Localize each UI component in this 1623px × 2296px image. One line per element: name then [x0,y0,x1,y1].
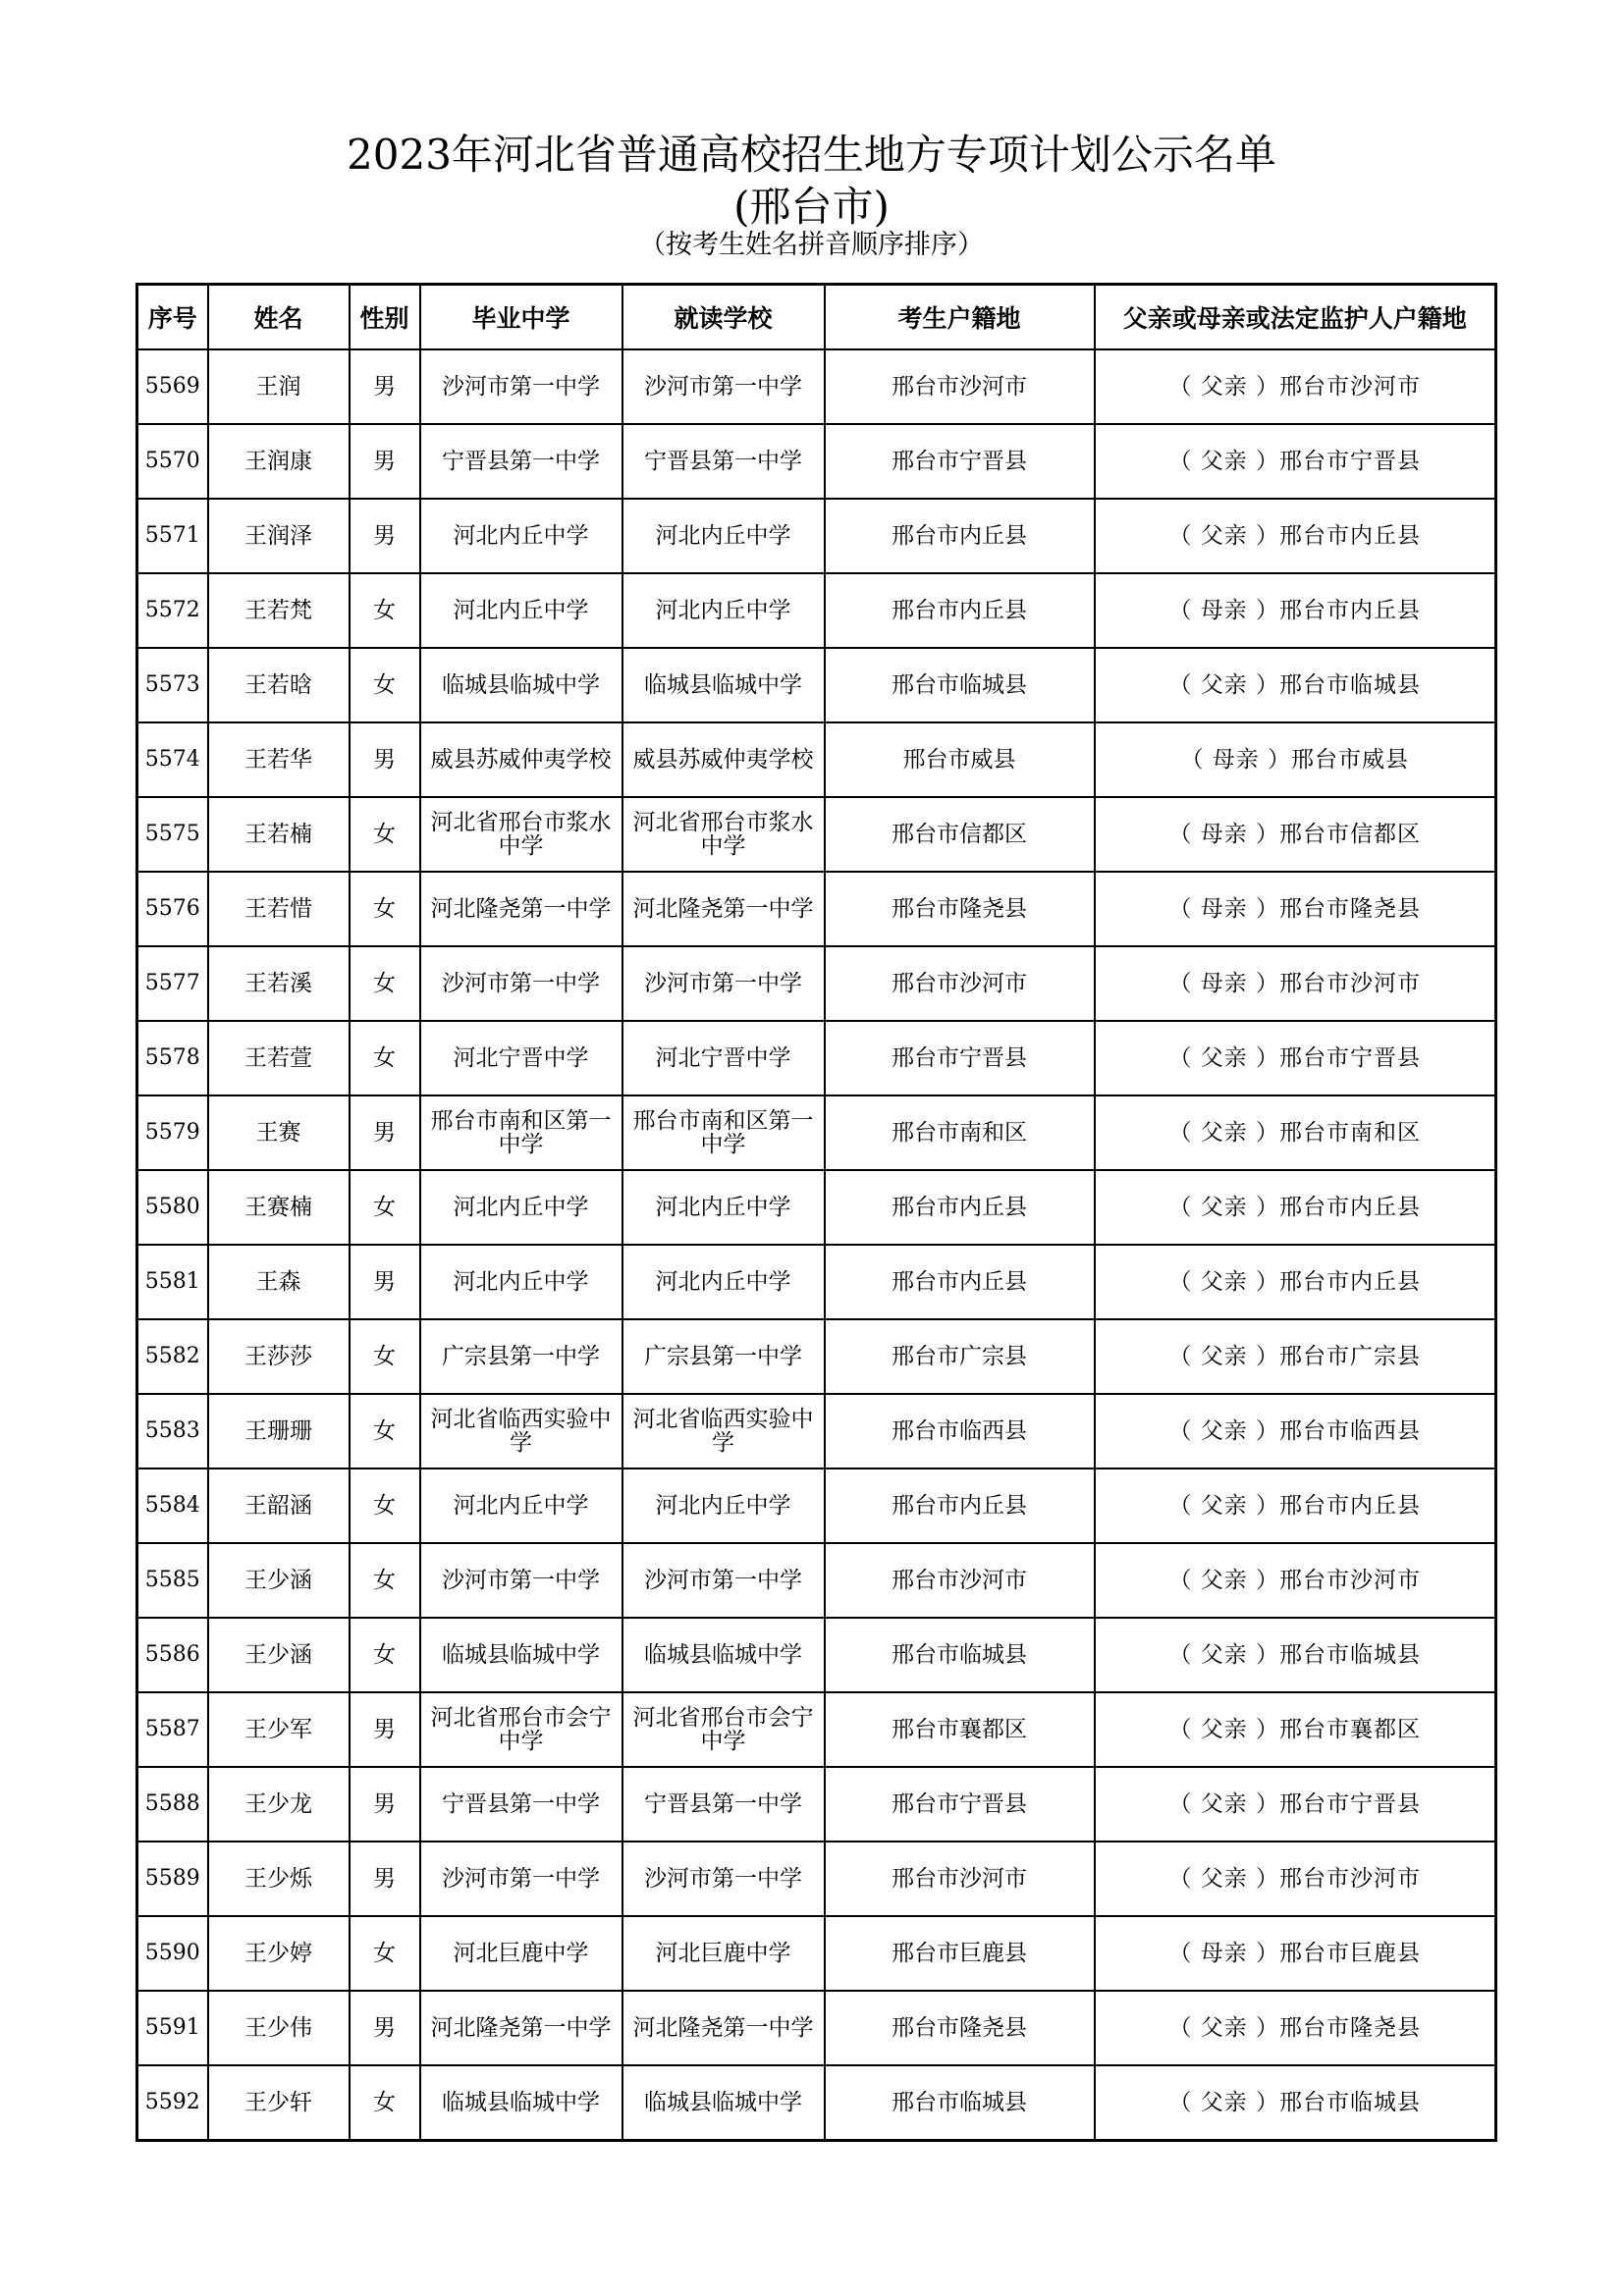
cell-seq: 5582 [137,1319,208,1394]
column-header-study-school: 就读学校 [622,285,825,350]
cell-guardian-hukou: （ 父亲 ）邢台市内丘县 [1095,1468,1496,1543]
cell-study-school: 广宗县第一中学 [622,1319,825,1394]
cell-hukou: 邢台市临城县 [825,1618,1095,1692]
cell-study-school: 宁晋县第一中学 [622,424,825,499]
cell-grad-school: 临城县临城中学 [420,2065,622,2141]
cell-study-school: 河北内丘中学 [622,1468,825,1543]
cell-gender: 男 [350,1767,420,1842]
cell-grad-school: 威县苏威仲夷学校 [420,722,622,797]
table-row [137,1543,1496,1618]
cell-name: 王少轩 [208,2065,350,2141]
cell-study-school: 沙河市第一中学 [622,946,825,1021]
cell-gender: 男 [350,1991,420,2065]
cell-hukou: 邢台市宁晋县 [825,424,1095,499]
cell-name: 王若梵 [208,573,350,648]
cell-seq: 5588 [137,1767,208,1842]
cell-gender: 女 [350,1618,420,1692]
cell-hukou: 邢台市临城县 [825,648,1095,722]
cell-name: 王润康 [208,424,350,499]
cell-hukou: 邢台市沙河市 [825,1543,1095,1618]
cell-study-school: 沙河市第一中学 [622,349,825,424]
table-row [137,1991,1496,2065]
cell-gender: 女 [350,1916,420,1991]
cell-gender: 女 [350,1394,420,1468]
cell-gender: 女 [350,946,420,1021]
cell-study-school: 临城县临城中学 [622,2065,825,2141]
cell-seq: 5587 [137,1692,208,1767]
cell-guardian-hukou: （ 母亲 ）邢台市威县 [1095,722,1496,797]
column-header-hukou: 考生户籍地 [825,285,1095,350]
cell-grad-school: 临城县临城中学 [420,1618,622,1692]
table-row [137,872,1496,946]
cell-study-school: 邢台市南和区第一中学 [622,1095,825,1170]
table-row [137,1468,1496,1543]
sort-note: （按考生姓名拼音顺序排序） [639,230,984,260]
column-header-seq: 序号 [137,285,208,350]
cell-seq: 5581 [137,1245,208,1319]
cell-gender: 男 [350,1095,420,1170]
table-row [137,1170,1496,1245]
cell-study-school: 河北隆尧第一中学 [622,1991,825,2065]
cell-name: 王少涵 [208,1543,350,1618]
cell-seq: 5577 [137,946,208,1021]
cell-study-school: 河北内丘中学 [622,573,825,648]
cell-name: 王若楠 [208,797,350,872]
cell-grad-school: 广宗县第一中学 [420,1319,622,1394]
cell-seq: 5570 [137,424,208,499]
column-header-grad-school: 毕业中学 [420,285,622,350]
cell-name: 王森 [208,1245,350,1319]
cell-hukou: 邢台市内丘县 [825,499,1095,573]
cell-grad-school: 沙河市第一中学 [420,349,622,424]
cell-name: 王少军 [208,1692,350,1767]
cell-guardian-hukou: （ 父亲 ）邢台市宁晋县 [1095,1021,1496,1095]
cell-seq: 5580 [137,1170,208,1245]
table-body [137,349,1496,2141]
cell-name: 王赛楠 [208,1170,350,1245]
cell-seq: 5573 [137,648,208,722]
cell-grad-school: 河北隆尧第一中学 [420,872,622,946]
cell-grad-school: 河北内丘中学 [420,1468,622,1543]
cell-seq: 5586 [137,1618,208,1692]
cell-name: 王润泽 [208,499,350,573]
cell-grad-school: 河北内丘中学 [420,1170,622,1245]
cell-gender: 女 [350,2065,420,2141]
cell-guardian-hukou: （ 父亲 ）邢台市沙河市 [1095,1842,1496,1916]
cell-guardian-hukou: （ 父亲 ）邢台市隆尧县 [1095,1991,1496,2065]
cell-grad-school: 临城县临城中学 [420,648,622,722]
cell-name: 王莎莎 [208,1319,350,1394]
cell-hukou: 邢台市宁晋县 [825,1021,1095,1095]
page-subtitle: (邢台市) [733,183,890,231]
cell-seq: 5569 [137,349,208,424]
cell-guardian-hukou: （ 父亲 ）邢台市宁晋县 [1095,424,1496,499]
cell-hukou: 邢台市广宗县 [825,1319,1095,1394]
cell-study-school: 河北巨鹿中学 [622,1916,825,1991]
cell-hukou: 邢台市内丘县 [825,1468,1095,1543]
cell-grad-school: 河北巨鹿中学 [420,1916,622,1991]
cell-guardian-hukou: （ 父亲 ）邢台市内丘县 [1095,1170,1496,1245]
cell-grad-school: 河北内丘中学 [420,1245,622,1319]
cell-guardian-hukou: （ 母亲 ）邢台市沙河市 [1095,946,1496,1021]
cell-seq: 5591 [137,1991,208,2065]
cell-grad-school: 河北内丘中学 [420,499,622,573]
cell-hukou: 邢台市襄都区 [825,1692,1095,1767]
cell-gender: 男 [350,349,420,424]
cell-guardian-hukou: （ 父亲 ）邢台市南和区 [1095,1095,1496,1170]
cell-guardian-hukou: （ 父亲 ）邢台市广宗县 [1095,1319,1496,1394]
cell-study-school: 威县苏威仲夷学校 [622,722,825,797]
cell-grad-school: 河北省邢台市浆水中学 [420,797,622,872]
cell-name: 王少伟 [208,1991,350,2065]
cell-study-school: 宁晋县第一中学 [622,1767,825,1842]
table-row [137,1021,1496,1095]
cell-grad-school: 河北宁晋中学 [420,1021,622,1095]
cell-grad-school: 沙河市第一中学 [420,946,622,1021]
cell-grad-school: 河北内丘中学 [420,573,622,648]
cell-gender: 女 [350,872,420,946]
cell-hukou: 邢台市隆尧县 [825,872,1095,946]
cell-study-school: 河北省邢台市会宁中学 [622,1692,825,1767]
cell-seq: 5579 [137,1095,208,1170]
table-row [137,1916,1496,1991]
cell-name: 王韶涵 [208,1468,350,1543]
cell-seq: 5575 [137,797,208,872]
table-row [137,946,1496,1021]
table-row [137,797,1496,872]
table-row [137,1394,1496,1468]
table-row [137,1095,1496,1170]
cell-gender: 女 [350,648,420,722]
cell-grad-school: 沙河市第一中学 [420,1543,622,1618]
table-row [137,1767,1496,1842]
table-row [137,573,1496,648]
cell-guardian-hukou: （ 父亲 ）邢台市宁晋县 [1095,1767,1496,1842]
cell-gender: 女 [350,1543,420,1618]
cell-guardian-hukou: （ 父亲 ）邢台市临西县 [1095,1394,1496,1468]
cell-guardian-hukou: （ 母亲 ）邢台市信都区 [1095,797,1496,872]
cell-hukou: 邢台市沙河市 [825,946,1095,1021]
cell-hukou: 邢台市内丘县 [825,573,1095,648]
cell-guardian-hukou: （ 母亲 ）邢台市巨鹿县 [1095,1916,1496,1991]
cell-guardian-hukou: （ 母亲 ）邢台市内丘县 [1095,573,1496,648]
cell-hukou: 邢台市隆尧县 [825,1991,1095,2065]
cell-guardian-hukou: （ 父亲 ）邢台市内丘县 [1095,499,1496,573]
cell-gender: 男 [350,424,420,499]
cell-grad-school: 河北省临西实验中学 [420,1394,622,1468]
cell-hukou: 邢台市南和区 [825,1095,1095,1170]
cell-gender: 女 [350,797,420,872]
column-header-gender: 性别 [350,285,420,350]
cell-grad-school: 沙河市第一中学 [420,1842,622,1916]
cell-seq: 5571 [137,499,208,573]
cell-guardian-hukou: （ 父亲 ）邢台市襄都区 [1095,1692,1496,1767]
cell-hukou: 邢台市内丘县 [825,1245,1095,1319]
cell-gender: 女 [350,1021,420,1095]
cell-hukou: 邢台市信都区 [825,797,1095,872]
cell-hukou: 邢台市巨鹿县 [825,1916,1095,1991]
cell-grad-school: 邢台市南和区第一中学 [420,1095,622,1170]
table-row [137,722,1496,797]
cell-hukou: 邢台市宁晋县 [825,1767,1095,1842]
cell-hukou: 邢台市临西县 [825,1394,1095,1468]
cell-name: 王若惜 [208,872,350,946]
cell-gender: 女 [350,1468,420,1543]
cell-seq: 5572 [137,573,208,648]
table-header-row [137,285,1496,350]
cell-seq: 5574 [137,722,208,797]
table-row [137,499,1496,573]
cell-guardian-hukou: （ 父亲 ）邢台市内丘县 [1095,1245,1496,1319]
column-header-name: 姓名 [208,285,350,350]
cell-guardian-hukou: （ 父亲 ）邢台市临城县 [1095,1618,1496,1692]
cell-name: 王少烁 [208,1842,350,1916]
cell-hukou: 邢台市内丘县 [825,1170,1095,1245]
cell-seq: 5583 [137,1394,208,1468]
cell-guardian-hukou: （ 父亲 ）邢台市临城县 [1095,648,1496,722]
column-header-guardian-hukou: 父亲或母亲或法定监护人户籍地 [1095,285,1496,350]
cell-guardian-hukou: （ 父亲 ）邢台市沙河市 [1095,1543,1496,1618]
cell-study-school: 沙河市第一中学 [622,1842,825,1916]
cell-gender: 女 [350,573,420,648]
cell-seq: 5589 [137,1842,208,1916]
cell-name: 王珊珊 [208,1394,350,1468]
cell-grad-school: 河北省邢台市会宁中学 [420,1692,622,1767]
table-row [137,1245,1496,1319]
cell-name: 王少龙 [208,1767,350,1842]
cell-grad-school: 宁晋县第一中学 [420,424,622,499]
cell-gender: 男 [350,1245,420,1319]
roster-table [135,283,1497,2142]
cell-name: 王润 [208,349,350,424]
cell-seq: 5584 [137,1468,208,1543]
cell-name: 王若溪 [208,946,350,1021]
table-row [137,648,1496,722]
cell-guardian-hukou: （ 父亲 ）邢台市沙河市 [1095,349,1496,424]
cell-seq: 5590 [137,1916,208,1991]
cell-grad-school: 宁晋县第一中学 [420,1767,622,1842]
cell-study-school: 河北内丘中学 [622,499,825,573]
cell-study-school: 河北省邢台市浆水中学 [622,797,825,872]
cell-name: 王少婷 [208,1916,350,1991]
cell-seq: 5585 [137,1543,208,1618]
cell-name: 王少涵 [208,1618,350,1692]
cell-hukou: 邢台市临城县 [825,2065,1095,2141]
cell-study-school: 河北宁晋中学 [622,1021,825,1095]
page-title: 2023年河北省普通高校招生地方专项计划公示名单 [347,131,1276,179]
table-row [137,424,1496,499]
cell-name: 王若晗 [208,648,350,722]
cell-study-school: 沙河市第一中学 [622,1543,825,1618]
cell-study-school: 河北省临西实验中学 [622,1394,825,1468]
table-row [137,1842,1496,1916]
cell-study-school: 临城县临城中学 [622,1618,825,1692]
table-row [137,1319,1496,1394]
cell-study-school: 河北内丘中学 [622,1170,825,1245]
cell-gender: 女 [350,1319,420,1394]
table-row [137,1618,1496,1692]
cell-study-school: 临城县临城中学 [622,648,825,722]
cell-seq: 5578 [137,1021,208,1095]
cell-seq: 5592 [137,2065,208,2141]
cell-study-school: 河北隆尧第一中学 [622,872,825,946]
cell-gender: 男 [350,722,420,797]
cell-seq: 5576 [137,872,208,946]
cell-gender: 男 [350,1842,420,1916]
cell-guardian-hukou: （ 父亲 ）邢台市临城县 [1095,2065,1496,2141]
table-row [137,2065,1496,2141]
cell-gender: 男 [350,499,420,573]
cell-name: 王若华 [208,722,350,797]
cell-study-school: 河北内丘中学 [622,1245,825,1319]
cell-grad-school: 河北隆尧第一中学 [420,1991,622,2065]
table-row [137,1692,1496,1767]
cell-hukou: 邢台市威县 [825,722,1095,797]
cell-hukou: 邢台市沙河市 [825,349,1095,424]
cell-name: 王若萱 [208,1021,350,1095]
cell-name: 王赛 [208,1095,350,1170]
cell-hukou: 邢台市沙河市 [825,1842,1095,1916]
cell-guardian-hukou: （ 母亲 ）邢台市隆尧县 [1095,872,1496,946]
table-row [137,349,1496,424]
cell-gender: 女 [350,1170,420,1245]
cell-gender: 男 [350,1692,420,1767]
